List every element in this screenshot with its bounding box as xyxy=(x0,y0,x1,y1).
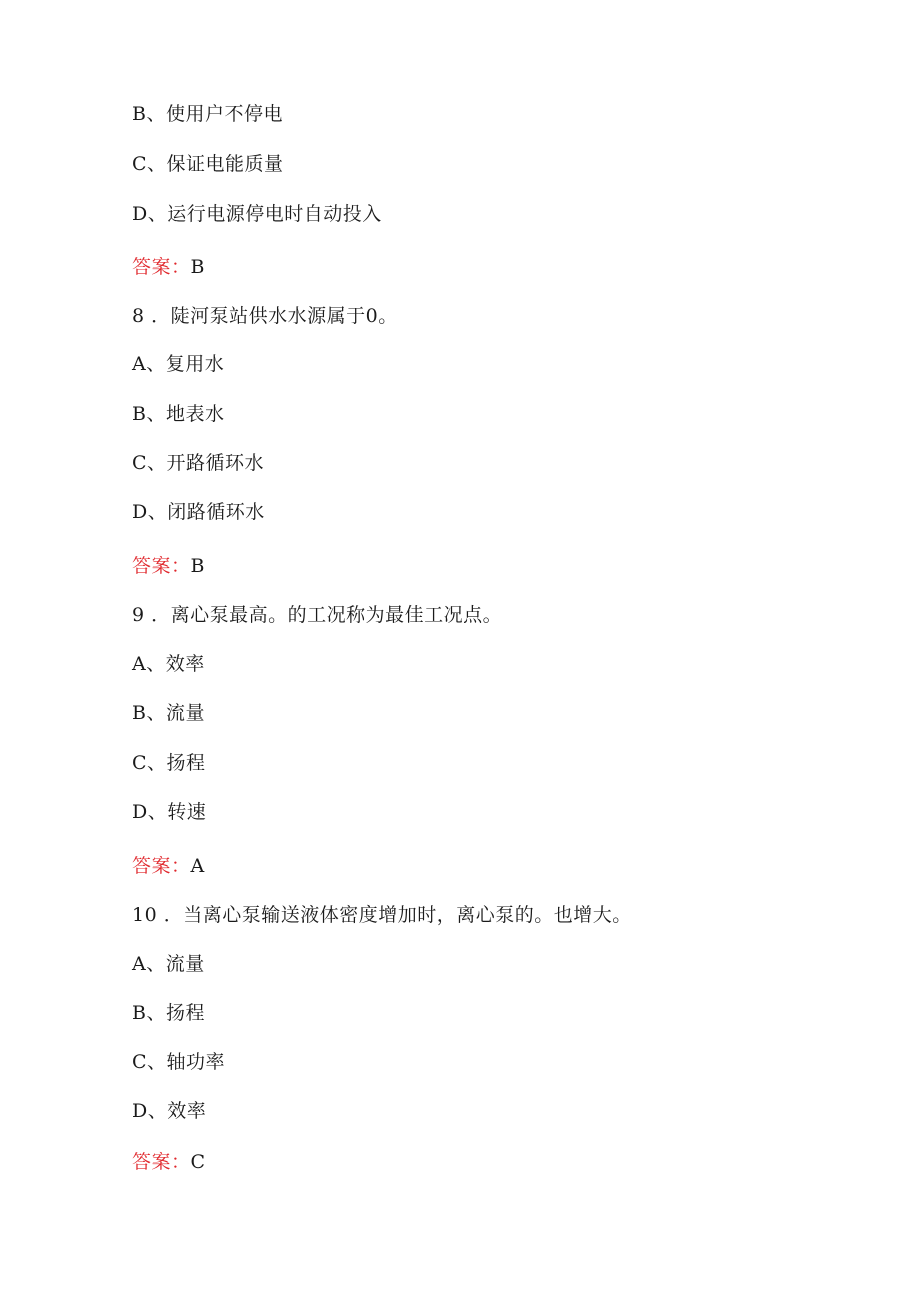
q8-option-d: D、闭路循环水 xyxy=(132,501,265,523)
q10-option-d: D、效率 xyxy=(132,1100,207,1122)
answer-value: C xyxy=(190,1151,206,1173)
q8-answer xyxy=(132,554,205,578)
q7-option-d: D、运行电源停电时自动投入 xyxy=(132,203,382,225)
q10-answer xyxy=(132,1150,206,1174)
q10-stem: 10 ．当离心泵输送液体密度增加时，离心泵的。也增大。 xyxy=(132,904,632,926)
answer-label: 答案： xyxy=(132,256,191,278)
q7-option-b: B、使用户不停电 xyxy=(132,103,283,125)
answer-label: 答案： xyxy=(132,1151,191,1173)
q8-stem: 8 ．陡河泵站供水水源属于0。 xyxy=(132,305,398,327)
answer-label: 答案： xyxy=(132,555,191,577)
q9-option-b: B、流量 xyxy=(132,702,205,724)
q10-option-a: A、流量 xyxy=(132,953,205,975)
q9-option-d: D、转速 xyxy=(132,801,207,823)
answer-value: B xyxy=(190,555,205,577)
q7-option-c: C、保证电能质量 xyxy=(132,153,284,175)
q10-option-c: C、轴功率 xyxy=(132,1051,226,1073)
q9-stem: 9 ．离心泵最高。的工况称为最佳工况点。 xyxy=(132,604,503,626)
answer-label: 答案： xyxy=(132,855,191,877)
answer-value: A xyxy=(190,855,205,877)
q9-answer xyxy=(132,854,205,878)
q8-option-c: C、开路循环水 xyxy=(132,452,265,474)
q9-option-c: C、扬程 xyxy=(132,752,206,774)
answer-value: B xyxy=(190,256,205,278)
q10-option-b: B、扬程 xyxy=(132,1002,205,1024)
q8-option-a: A、复用水 xyxy=(132,353,225,375)
q8-option-b: B、地表水 xyxy=(132,403,225,425)
q7-answer xyxy=(132,255,205,279)
q9-option-a: A、效率 xyxy=(132,653,205,675)
